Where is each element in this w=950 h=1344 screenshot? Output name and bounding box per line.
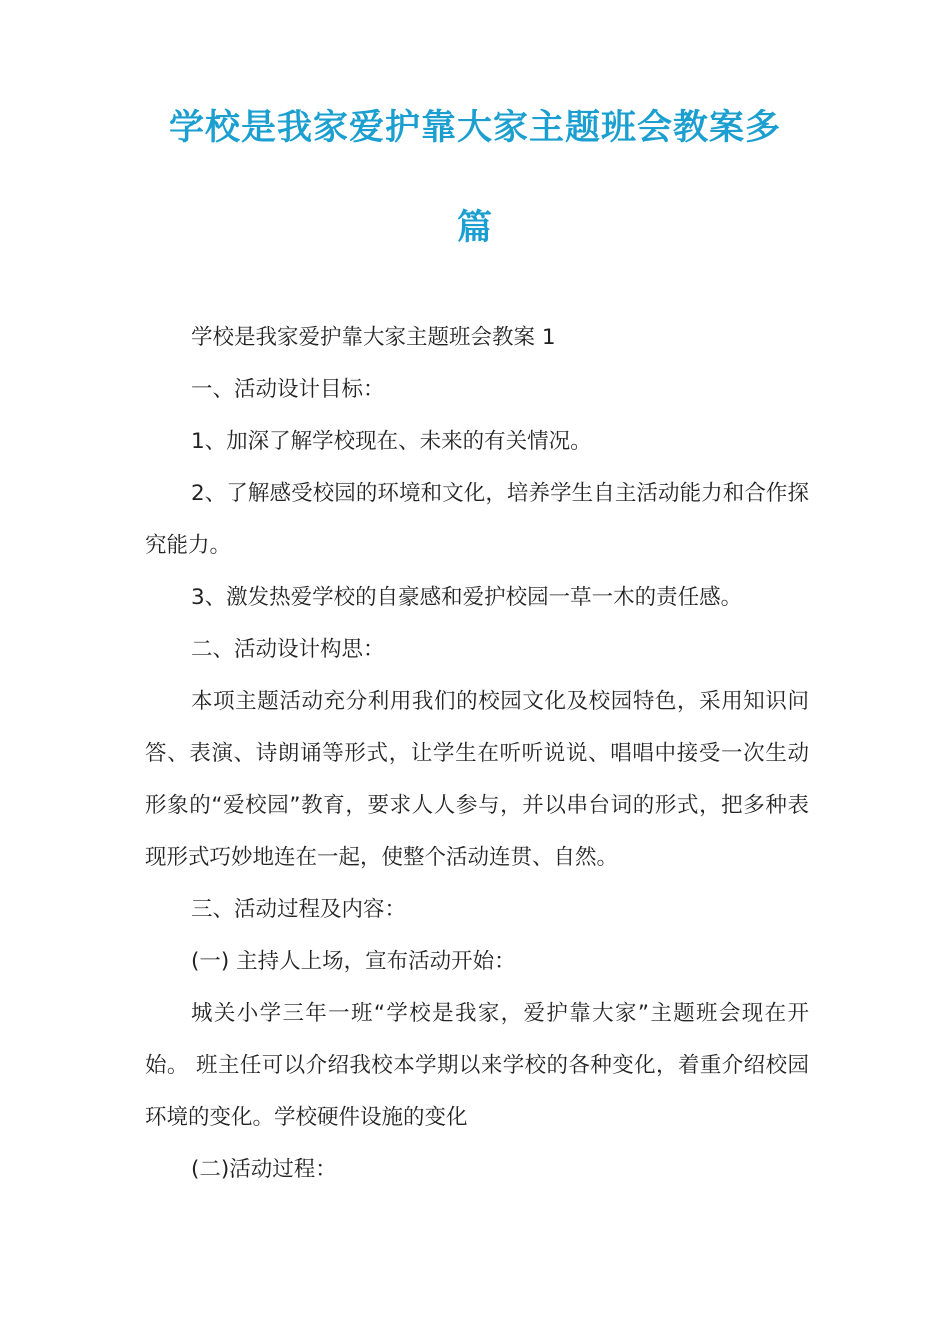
paragraph-step-1-heading: (一) 主持人上场，宣布活动开始： <box>191 949 516 974</box>
paragraph-section-2-heading: 二、活动设计构思： <box>191 637 385 662</box>
paragraph-goal-2: 2、了解感受校园的环境和文化，培养学生自主活动能力和合作探究能力。 <box>145 481 809 558</box>
paragraph-goal-1: 1、加深了解学校现在、未来的有关情况。 <box>191 429 592 454</box>
document-title-line-2: 篇 <box>456 207 493 248</box>
document-title-line-1: 学校是我家爱护靠大家主题班会教案多 <box>168 107 781 148</box>
paragraph-design-concept: 本项主题活动充分利用我们的校园文化及校园特色，采用知识问答、表演、诗朗诵等形式，让学生在听听说说、唱唱中接受一次生动形象的“爱校园”教育，要求人人参与，并以串台词的形式，把多种表现形式巧妙地连在一起，使整个活动连贯、自然。 <box>145 689 809 870</box>
document-body <box>145 312 809 1196</box>
paragraph-step-1-content: 城关小学三年一班“学校是我家，爱护靠大家”主题班会现在开始。 班主任可以介绍我校本学期以来学校的各种变化，着重介绍校园环境的变化。学校硬件设施的变化 <box>145 1001 809 1130</box>
paragraph-section-1-heading: 一、活动设计目标： <box>191 377 385 402</box>
paragraph-step-2-heading: (二)活动过程： <box>191 1157 337 1182</box>
paragraph-lesson-heading: 学校是我家爱护靠大家主题班会教案 1 <box>191 325 556 350</box>
paragraph-section-3-heading: 三、活动过程及内容： <box>191 897 407 922</box>
paragraph-goal-3: 3、激发热爱学校的自豪感和爱护校园一草一木的责任感。 <box>191 585 743 610</box>
